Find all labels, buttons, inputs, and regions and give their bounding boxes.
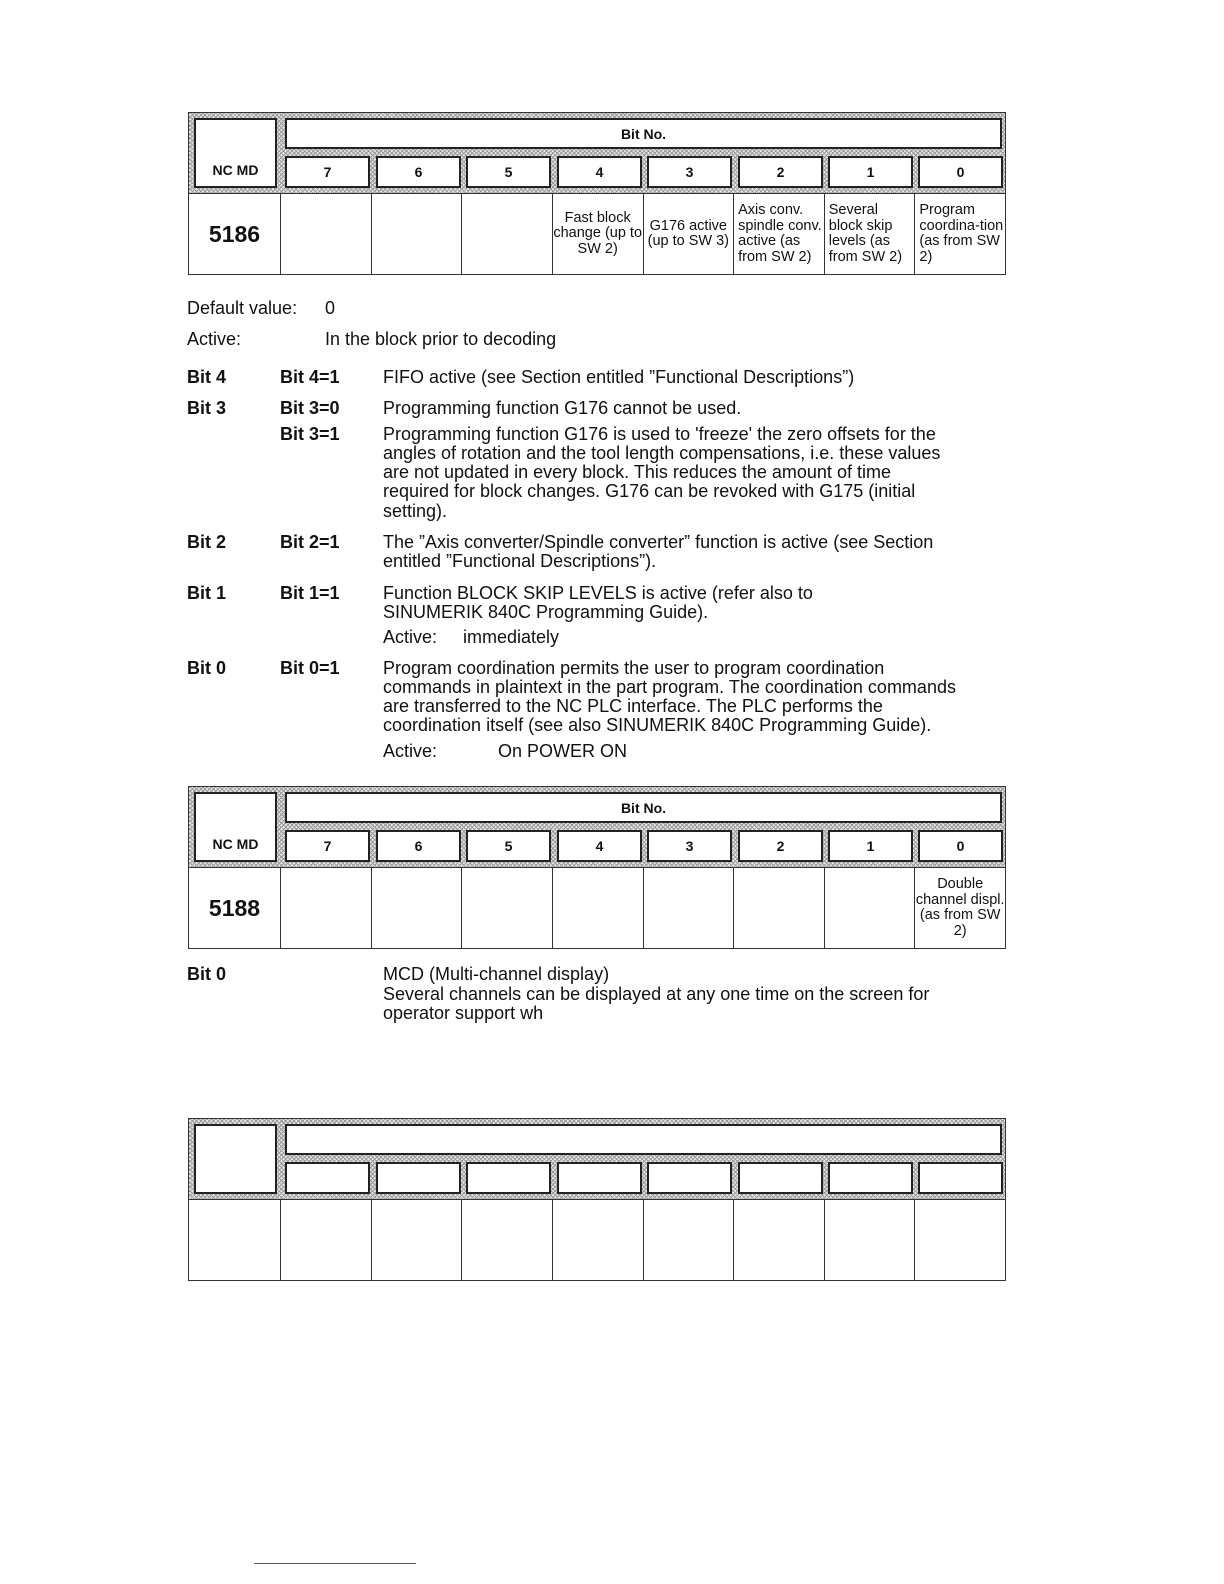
bit-0-cell: Double channel displ. (as from SW 2)	[915, 868, 1006, 949]
bit1-description-line: SINUMERIK 840C Programming Guide).	[383, 602, 709, 622]
default-value-label: Default value:	[187, 298, 298, 318]
bit-5-cell	[462, 194, 553, 275]
md-cell	[189, 1200, 281, 1281]
bit-1-cell: Several block skip levels (as from SW 2)	[824, 194, 915, 275]
bit-5-label: 5	[466, 830, 551, 862]
bit-cell	[371, 1200, 462, 1281]
bit-box	[647, 1162, 732, 1194]
bit0-active-label: Active:	[383, 741, 438, 761]
bit-7-cell	[281, 194, 372, 275]
active-label: Active:	[187, 329, 242, 349]
bit0-condition: Bit 0=1	[280, 658, 340, 678]
bit-cell	[915, 1200, 1006, 1281]
bit3-condition-0: Bit 3=0	[280, 398, 340, 418]
table-header	[189, 787, 1006, 868]
bit-cell	[643, 1200, 734, 1281]
bit2-description-line: The ”Axis converter/Spindle converter” function is active (see Section	[383, 532, 934, 552]
bit-1-cell	[824, 868, 915, 949]
bit-3-label: 3	[647, 830, 732, 862]
md-table-5188	[188, 786, 1006, 949]
bit-5-cell	[462, 868, 553, 949]
table-header	[189, 1119, 1006, 1200]
bit3-description-line: angles of rotation and the tool length compensations, i.e. these values	[383, 443, 941, 463]
bit2-description-line: entitled ”Functional Descriptions”).	[383, 551, 657, 571]
bit-3-label: 3	[647, 156, 732, 188]
bit-1-label: 1	[828, 830, 913, 862]
bit-box	[738, 1162, 823, 1194]
bit0-active-value: On POWER ON	[498, 741, 628, 761]
bit-6-cell	[371, 194, 462, 275]
bit1-condition: Bit 1=1	[280, 583, 340, 603]
bit0-label: Bit 0	[187, 658, 227, 678]
bit3-description-line: Programming function G176 is used to 'freeze' the zero offsets for the	[383, 424, 936, 444]
bit-cell	[734, 1200, 825, 1281]
bit-0-cell: Program coordina-tion (as from SW 2)	[915, 194, 1006, 275]
footer-link-line	[254, 1563, 416, 1564]
bit-cell	[552, 1200, 643, 1281]
bit-box	[376, 1162, 461, 1194]
mcd-description-line: Several channels can be displayed at any one time on the screen for	[383, 984, 930, 1004]
bit1-active-value: immediately	[463, 627, 560, 647]
bit3-condition-1: Bit 3=1	[280, 424, 340, 444]
bit-6-label: 6	[376, 156, 461, 188]
bit-box	[466, 1162, 551, 1194]
md-number: 5186	[189, 194, 281, 275]
mcd-description-line: operator support wh	[383, 1003, 544, 1023]
bit-7-label: 7	[285, 156, 370, 188]
bit-4-label: 4	[557, 830, 642, 862]
bit-2-label: 2	[738, 156, 823, 188]
table-header	[189, 113, 1006, 194]
bit-2-cell: Axis conv. spindle conv. active (as from SW 2)	[734, 194, 825, 275]
bit-6-label: 6	[376, 830, 461, 862]
bit1-label: Bit 1	[187, 583, 227, 603]
bit-0-label: 0	[918, 156, 1003, 188]
bit-box	[828, 1162, 913, 1194]
md-table-5186	[188, 112, 1006, 275]
mcd-bit-label: Bit 0	[187, 964, 227, 984]
table-row	[189, 194, 1006, 275]
bit-2-label: 2	[738, 830, 823, 862]
bit3-description-line: are not updated in every block. This reduces the amount of time	[383, 462, 891, 482]
bit3-description-0: Programming function G176 cannot be used.	[383, 398, 742, 418]
bit-4-label: 4	[557, 156, 642, 188]
bit-cell	[462, 1200, 553, 1281]
bit-0-label: 0	[918, 830, 1003, 862]
nc-md-label: NC MD	[194, 118, 277, 188]
bit-no-box	[285, 1124, 1002, 1155]
bit-5-label: 5	[466, 156, 551, 188]
table-row	[189, 1200, 1006, 1281]
bit4-description: FIFO active (see Section entitled ”Functional Descriptions”)	[383, 367, 855, 387]
bit2-label: Bit 2	[187, 532, 227, 552]
bit0-description-line: commands in plaintext in the part program. The coordination commands	[383, 677, 956, 697]
table-row	[189, 868, 1006, 949]
bit-no-label: Bit No.	[285, 792, 1002, 823]
bit1-description-line: Function BLOCK SKIP LEVELS is active (refer also to	[383, 583, 813, 603]
bit4-label: Bit 4	[187, 367, 227, 387]
bit-box	[918, 1162, 1003, 1194]
bit-4-cell: Fast block change (up to SW 2)	[552, 194, 643, 275]
bit-7-cell	[281, 868, 372, 949]
mcd-title: MCD (Multi-channel display)	[383, 964, 610, 984]
md-table-empty	[188, 1118, 1006, 1281]
nc-md-label: NC MD	[194, 792, 277, 862]
bit3-description-line: required for block changes. G176 can be revoked with G175 (initial	[383, 481, 916, 501]
bit0-description-line: coordination itself (see also SINUMERIK 840C Programming Guide).	[383, 715, 932, 735]
bit0-description-line: Program coordination permits the user to program coordination	[383, 658, 885, 678]
bit-no-label: Bit No.	[285, 118, 1002, 149]
bit-cell	[824, 1200, 915, 1281]
nc-md-box	[194, 1124, 277, 1194]
bit-1-label: 1	[828, 156, 913, 188]
bit1-active-label: Active:	[383, 627, 438, 647]
bit-box	[557, 1162, 642, 1194]
bit3-description-line: setting).	[383, 501, 448, 521]
md-number: 5188	[189, 868, 281, 949]
bit3-label: Bit 3	[187, 398, 227, 418]
bit4-condition: Bit 4=1	[280, 367, 340, 387]
bit-3-cell: G176 active (up to SW 3)	[643, 194, 734, 275]
bit-6-cell	[371, 868, 462, 949]
active-value: In the block prior to decoding	[325, 329, 557, 349]
bit-box	[285, 1162, 370, 1194]
bit-2-cell	[734, 868, 825, 949]
bit-3-cell	[643, 868, 734, 949]
bit2-condition: Bit 2=1	[280, 532, 340, 552]
bit0-description-line: are transferred to the NC PLC interface. The PLC performs the	[383, 696, 883, 716]
default-value: 0	[325, 298, 336, 318]
bit-cell	[281, 1200, 372, 1281]
bit-7-label: 7	[285, 830, 370, 862]
bit-4-cell	[552, 868, 643, 949]
